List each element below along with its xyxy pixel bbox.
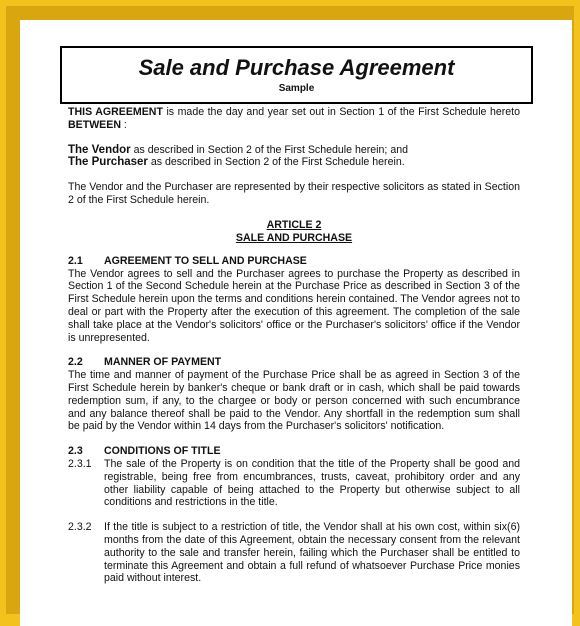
- vendor-text: as described in Section 2 of the First Schedule herein; and: [130, 143, 408, 156]
- section-2-1-text: The Vendor agrees to sell and the Purchaser agrees to purchase the Property as described in Section 1 of the Second Schedule herein at the Purchase Price as described in Section 3 of the First Schedule herein upon the terms and conditions herein contained. The Vendor agrees not to deal or part with the Property after the execution of this agreement. The completion of the sale shall take place at the Vendor's solicitors' office or the Purchaser's solicitors' office if the Vendor is unrepresented.: [68, 267, 520, 344]
- document-page: [20, 20, 572, 626]
- section-title: AGREEMENT TO SELL AND PURCHASE: [104, 254, 307, 267]
- section-2-2-heading: [68, 356, 520, 369]
- article-number: ARTICLE 2: [266, 218, 322, 231]
- vendor-label: The Vendor: [68, 143, 131, 156]
- clause-text: If the title is subject to a restriction of title, the Vendor shall at his own cost, within six(6) months from the date of this Agreement, obtain the necessary consent from the relevant authority to the sale and transfer herein, failing which the Purchaser shall be entitled to terminate this Agreement and obtain a full refund of whatsoever Purchase Price monies paid without interest.: [104, 521, 520, 585]
- vendor-line: [68, 144, 520, 157]
- document-frame: [6, 6, 574, 614]
- section-title: CONDITIONS OF TITLE: [104, 445, 221, 458]
- clause-2-3-1: [68, 458, 520, 509]
- section-number: 2.2: [68, 356, 83, 369]
- intro-bold-between: BETWEEN: [68, 118, 121, 131]
- purchaser-label: The Purchaser: [68, 156, 148, 169]
- document-subtitle: Sample: [278, 83, 315, 94]
- purchaser-text: as described in Section 2 of the First Schedule herein.: [147, 156, 405, 169]
- section-title: MANNER OF PAYMENT: [104, 356, 222, 369]
- clause-text: The sale of the Property is on condition that the title of the Property shall be good and registrable, being free from encumbrances, trusts, caveat, prohibitory order and any other liability capable of being attached to the Property but otherwise subject to all conditions and restrictions in the title.: [104, 457, 520, 509]
- article-title: SALE AND PURCHASE: [235, 231, 353, 244]
- article-heading: [68, 219, 520, 245]
- purchaser-line: [68, 156, 520, 169]
- intro-text: is made the day and year set out in Section 1 of the First Schedule hereto: [162, 106, 520, 118]
- section-2-3-heading: [68, 445, 520, 458]
- clause-number: 2.3.2: [68, 521, 92, 534]
- intro-text-end: :: [120, 118, 127, 131]
- section-number: 2.3: [68, 445, 83, 458]
- intro-bold-agreement: THIS AGREEMENT: [68, 106, 163, 118]
- clause-number: 2.3.1: [68, 457, 92, 470]
- title-box: [60, 46, 533, 104]
- section-number: 2.1: [68, 254, 83, 267]
- section-2-2-text: The time and manner of payment of the Purchase Price shall be as agreed in Section 3 of the First Schedule herein by banker's cheque or bank draft or in cash, which shall be paid towards redemption sum, if any, to the chargee or body or person concerned with such encumbrance and any balance thereof shall be paid to the Vendor. Any shortfall in the redemption sum shall be paid by the Vendor within 14 days from the Purchaser's solicitors' notification.: [68, 369, 520, 433]
- clause-2-3-2: [68, 521, 520, 585]
- document-body: [68, 106, 520, 585]
- intro-paragraph: [68, 106, 520, 132]
- represented-paragraph: The Vendor and the Purchaser are represented by their respective solicitors as stated in Section 2 of the First Schedule herein.: [68, 181, 520, 206]
- section-2-1-heading: [68, 255, 520, 268]
- document-title: Sale and Purchase Agreement: [138, 55, 455, 80]
